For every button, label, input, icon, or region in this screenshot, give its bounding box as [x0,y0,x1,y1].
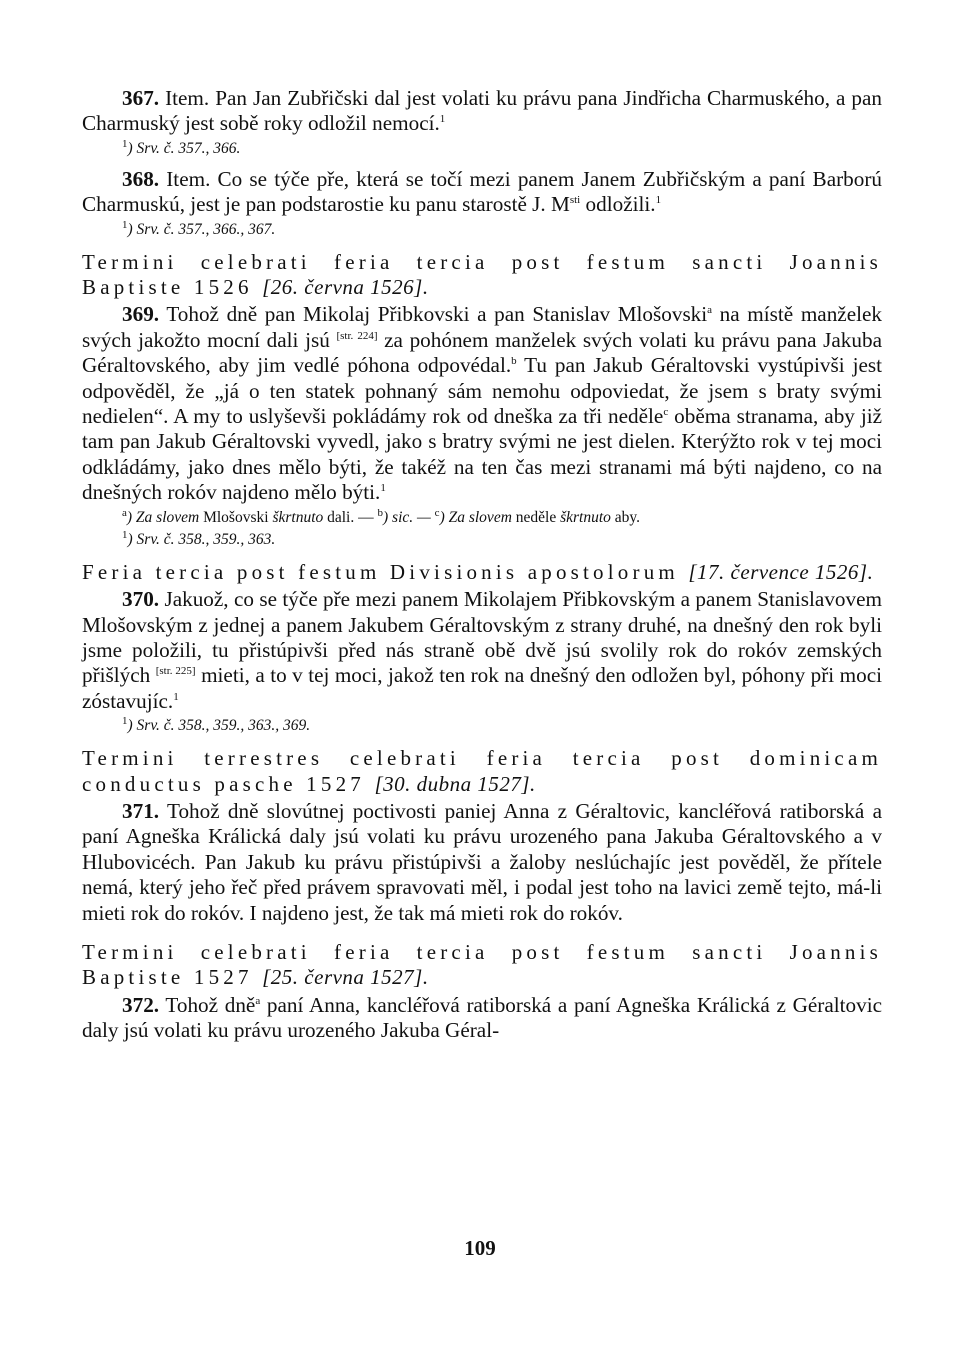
entry-number: 372. [122,992,160,1017]
entry-text: odložili. [580,192,656,217]
entry-number: 369. [122,302,160,327]
entry-text: Item. Pan Jan Zubřičski dal jest volati ku právu pana Jindřicha Charmuského, a pan Charmuský jest sobě roky odložil nemocí. [82,86,882,136]
heading-date: [17. července 1526]. [688,559,874,584]
footnote: $^1$) Srv. č. 358., 359., 363., 369. [122,714,311,735]
entry-370: 370. Jakuož, co se týče pře mezi panem Mikolajem Přibkovským a panem Stanislavovem Mlošovským z jednej a panem Jakubem Géraltovským z strany druhé, na dnešný den rok byli jsme položili, tu přistúpivši před nás straně obě dvě jsú svolily rok do rokóv zemských přišlých [str. 225] mieti, a to v tej moci, jakož ten rok na dnešný den odložen byl, póhony při moci zóstavujíc.$^1$ [82,587,882,713]
footnote-marker: c [663,406,669,418]
superscript-abbrev: sti [569,194,581,207]
footnote-marker: 1 [655,194,662,207]
footnote: $^1$) Srv. č. 357., 366., 367. [122,218,276,238]
document-page [82,86,882,1044]
entry-369: 369. Tohož dně pan Mikolaj Přibkovski a pan Stanislav Mlošovski$^a$ na místě manželek svých jakožto mocní dali jsú [str. 224] za pohónem manželek svých volati ku právu pana Jakuba Géraltovského, aby jim vedlé póhona odpovédal.$^b$ Tu pan Jakub Géraltovski vystúpivši jest odpověděl, že „já o ten statek pohnaný sám nemohu odpoviedat, že jsem s braty svými nedielen“. A my to uslyševši pokládámy rok od dneška za tři neděle$^c$ oběma stranama, aby již tam pan Jakub Géraltovski vyvedl, jako s bratry svými ne jest dielen. Kterýžto rok v tej moci odkládámy, jako dnes mělo býti, že takéž na ten čas mezi stranami má býti najdeno, co na dnešných rokóv najdeno mělo býti.$^1$ [82,302,883,505]
footnote-marker: a [707,304,713,317]
section-heading: Termini celebrati feria tercia post festum sancti Joannis Baptiste 1526 [26. června 1526]. [82,249,882,300]
heading-date: [25. června 1527]. [262,965,429,990]
heading-date: [30. dubna 1527]. [374,771,536,796]
entry-371: 371. Tohož dně slovútnej poctivosti paniej Anna z Géraltovic, kancléřová ratiborská a paní Agneška Králická daly jsú volati ku právu urozeného pana Jakuba Géraltovského a v Hlubovicéch. Pan Jakub ku právu přistúpivši a žaloby neslúchajíc jest pověděl, že přítele nemá, který jeho řeč před právem spravovati měl, i podal jest toho na lavici země tejto, má-li mieti rok do rokóv. I najdeno jest, že tak má mieti rok do rokóv. [82,798,882,925]
page-number: 109 [464,1236,496,1260]
footnote: $^a$) Za slovem Mlošovski škrtnuto dali. — $^b$) sic. — $^c$) Za slovem neděle škrtnuto aby. [122,506,641,526]
section-heading: Termini terrestres celebrati feria tercia post dominicam conductus pasche 1527 [30. dubna 1527]. [82,746,882,796]
footnote-marker: a [255,994,261,1007]
entry-number: 371. [122,798,160,823]
page-reference: [str. 225] [155,665,196,678]
entry-368 [82,167,882,218]
entry-367 [82,86,882,137]
entry-number: 370. [122,587,160,612]
footnote-marker: 1 [380,482,386,495]
footnote-marker: 1 [439,113,446,126]
footnote-marker: b [511,355,517,368]
entry-number: 368. [122,166,160,191]
section-heading: Feria tercia post festum Divisionis apostolorum [17. července 1526]. [82,559,874,584]
page-reference: [str. 224] [336,329,378,342]
entry-text: Item. Co se týče pře, která se točí mezi panem Janem Zubřičským a paní Barború Charmuskú, jest je pan podstarostie ku panu starostě J. M [82,166,882,217]
section-heading: Termini celebrati feria tercia post festum sancti Joannis Baptiste 1527 [25. června 1527]. [82,939,882,990]
entry-372: 372. Tohož dně$^a$ paní Anna, kancléřová ratiborská a paní Agneška Králická z Géraltovic daly jsú volati ku právu urozeného Jakuba Géral- [82,992,882,1043]
entry-number: 367. [122,86,160,110]
footnote: $^1$) Srv. č. 357., 366. [122,137,241,157]
heading-date: [26. června 1526]. [262,275,429,300]
footnote: $^1$) Srv. č. 358., 359., 363. [122,528,276,548]
footnote-marker: 1 [173,690,179,703]
